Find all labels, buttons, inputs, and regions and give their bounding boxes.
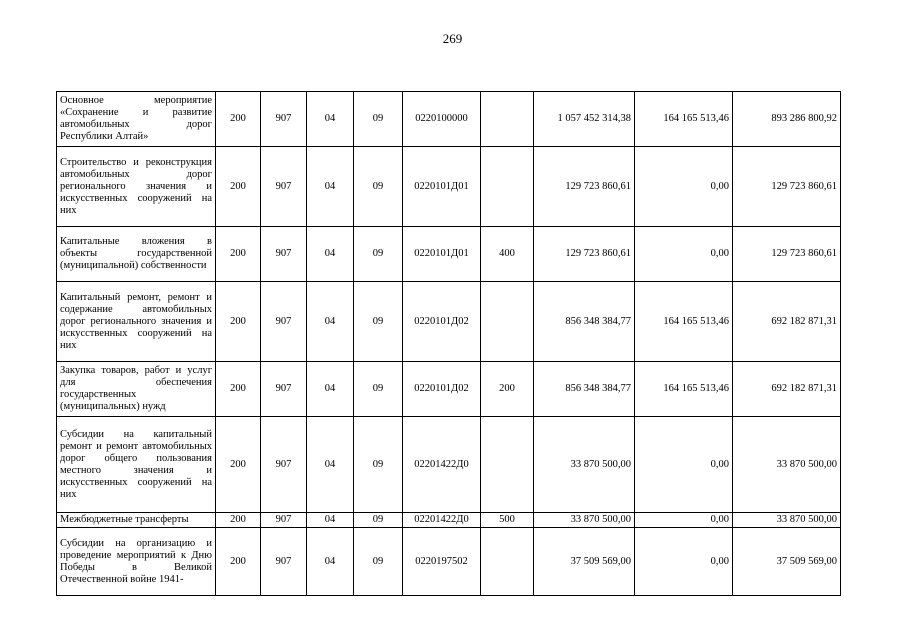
target-article-cell: 0220101Д02 bbox=[403, 362, 481, 417]
amount-total-cell: 129 723 860,61 bbox=[733, 147, 841, 227]
amount-change-cell: 0,00 bbox=[635, 513, 733, 528]
amount-change-cell: 0,00 bbox=[635, 227, 733, 282]
department-cell: 907 bbox=[261, 362, 307, 417]
row-name-cell: Капитальные вложения в объекты государственной (муниципальной) собственности bbox=[57, 227, 216, 282]
amount-approved-cell: 129 723 860,61 bbox=[534, 227, 635, 282]
amount-total-cell: 33 870 500,00 bbox=[733, 417, 841, 513]
expense-type-cell bbox=[481, 282, 534, 362]
department-cell: 907 bbox=[261, 528, 307, 596]
expense-type-cell bbox=[481, 528, 534, 596]
amount-total-cell: 692 182 871,31 bbox=[733, 362, 841, 417]
code-cell: 200 bbox=[216, 92, 261, 147]
amount-total-cell: 893 286 800,92 bbox=[733, 92, 841, 147]
amount-approved-cell: 856 348 384,77 bbox=[534, 282, 635, 362]
section-cell: 04 bbox=[307, 92, 354, 147]
department-cell: 907 bbox=[261, 513, 307, 528]
department-cell: 907 bbox=[261, 417, 307, 513]
expense-type-cell: 400 bbox=[481, 227, 534, 282]
amount-change-cell: 164 165 513,46 bbox=[635, 282, 733, 362]
amount-approved-cell: 33 870 500,00 bbox=[534, 513, 635, 528]
target-article-cell: 02201422Д0 bbox=[403, 417, 481, 513]
department-cell: 907 bbox=[261, 147, 307, 227]
amount-change-cell: 0,00 bbox=[635, 528, 733, 596]
subsection-cell: 09 bbox=[354, 227, 403, 282]
table-row bbox=[57, 513, 841, 528]
row-name-cell: Закупка товаров, работ и услуг для обеспечения государственных (муниципальных) нужд bbox=[57, 362, 216, 417]
code-cell: 200 bbox=[216, 417, 261, 513]
amount-total-cell: 37 509 569,00 bbox=[733, 528, 841, 596]
amount-change-cell: 164 165 513,46 bbox=[635, 362, 733, 417]
department-cell: 907 bbox=[261, 92, 307, 147]
department-cell: 907 bbox=[261, 227, 307, 282]
amount-approved-cell: 856 348 384,77 bbox=[534, 362, 635, 417]
code-cell: 200 bbox=[216, 147, 261, 227]
amount-total-cell: 33 870 500,00 bbox=[733, 513, 841, 528]
section-cell: 04 bbox=[307, 147, 354, 227]
amount-approved-cell: 37 509 569,00 bbox=[534, 528, 635, 596]
row-name-cell: Капитальный ремонт, ремонт и содержание автомобильных дорог регионального значения и искусственных сооружений на них bbox=[57, 282, 216, 362]
department-cell: 907 bbox=[261, 282, 307, 362]
section-cell: 04 bbox=[307, 227, 354, 282]
section-cell: 04 bbox=[307, 513, 354, 528]
target-article-cell: 0220101Д02 bbox=[403, 282, 481, 362]
code-cell: 200 bbox=[216, 528, 261, 596]
amount-total-cell: 692 182 871,31 bbox=[733, 282, 841, 362]
code-cell: 200 bbox=[216, 227, 261, 282]
target-article-cell: 0220101Д01 bbox=[403, 227, 481, 282]
expense-type-cell bbox=[481, 92, 534, 147]
budget-table bbox=[56, 91, 841, 596]
section-cell: 04 bbox=[307, 282, 354, 362]
row-name-cell: Строительство и реконструкция автомобильных дорог регионального значения и искусственных сооружений на них bbox=[57, 147, 216, 227]
page-number: 269 bbox=[442, 31, 463, 46]
code-cell: 200 bbox=[216, 513, 261, 528]
table-row bbox=[57, 282, 841, 362]
amount-approved-cell: 1 057 452 314,38 bbox=[534, 92, 635, 147]
code-cell: 200 bbox=[216, 362, 261, 417]
subsection-cell: 09 bbox=[354, 528, 403, 596]
subsection-cell: 09 bbox=[354, 282, 403, 362]
expense-type-cell bbox=[481, 417, 534, 513]
section-cell: 04 bbox=[307, 362, 354, 417]
amount-total-cell: 129 723 860,61 bbox=[733, 227, 841, 282]
subsection-cell: 09 bbox=[354, 147, 403, 227]
target-article-cell: 0220101Д01 bbox=[403, 147, 481, 227]
section-cell: 04 bbox=[307, 417, 354, 513]
table-row bbox=[57, 528, 841, 596]
table-row bbox=[57, 362, 841, 417]
amount-change-cell: 0,00 bbox=[635, 147, 733, 227]
code-cell: 200 bbox=[216, 282, 261, 362]
table-row bbox=[57, 147, 841, 227]
row-name-cell: Основное мероприятие «Сохранение и развитие автомобильных дорог Республики Алтай» bbox=[57, 92, 216, 147]
subsection-cell: 09 bbox=[354, 92, 403, 147]
table-row bbox=[57, 92, 841, 147]
amount-change-cell: 164 165 513,46 bbox=[635, 92, 733, 147]
subsection-cell: 09 bbox=[354, 362, 403, 417]
row-name-cell: Субсидии на организацию и проведение мероприятий к Дню Победы в Великой Отечественной войне 1941- bbox=[57, 528, 216, 596]
amount-change-cell: 0,00 bbox=[635, 417, 733, 513]
table-row bbox=[57, 417, 841, 513]
row-name-cell: Субсидии на капитальный ремонт и ремонт автомобильных дорог общего пользования местного значения и искусственных сооружений на них bbox=[57, 417, 216, 513]
subsection-cell: 09 bbox=[354, 513, 403, 528]
target-article-cell: 0220197502 bbox=[403, 528, 481, 596]
expense-type-cell: 500 bbox=[481, 513, 534, 528]
table-row bbox=[57, 227, 841, 282]
subsection-cell: 09 bbox=[354, 417, 403, 513]
row-name-cell: Межбюджетные трансферты bbox=[57, 513, 216, 528]
expense-type-cell: 200 bbox=[481, 362, 534, 417]
amount-approved-cell: 129 723 860,61 bbox=[534, 147, 635, 227]
target-article-cell: 02201422Д0 bbox=[403, 513, 481, 528]
section-cell: 04 bbox=[307, 528, 354, 596]
table-body bbox=[57, 92, 841, 596]
target-article-cell: 0220100000 bbox=[403, 92, 481, 147]
expense-type-cell bbox=[481, 147, 534, 227]
amount-approved-cell: 33 870 500,00 bbox=[534, 417, 635, 513]
